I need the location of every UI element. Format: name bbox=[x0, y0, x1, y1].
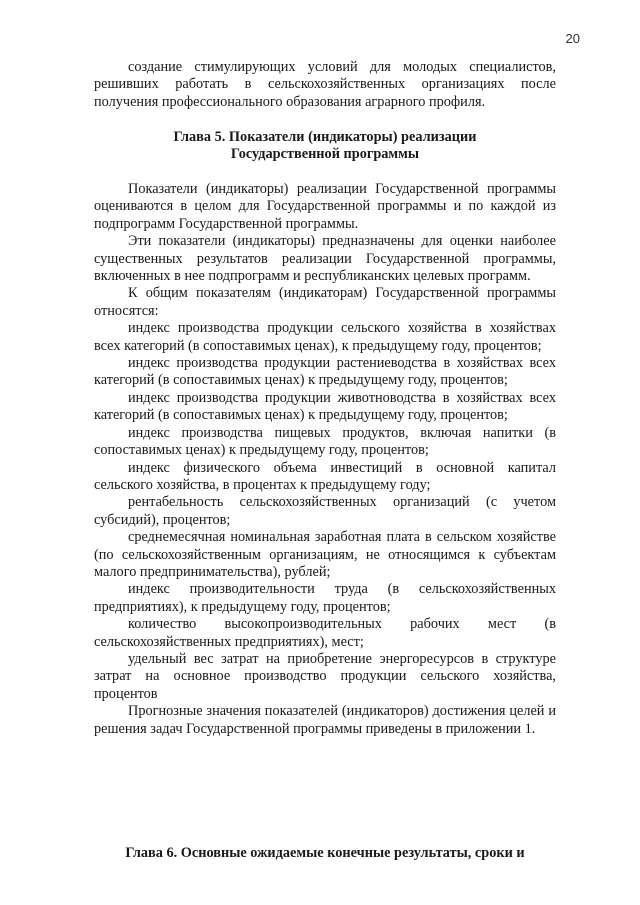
list-item: индекс производства продукции растениеводства в хозяйствах всех категорий (в сопоставимых ценах) к предыдущему году, процентов; bbox=[94, 355, 556, 389]
chapter6-heading bbox=[94, 845, 556, 862]
paragraph: Показатели (индикаторы) реализации Государственной программы оцениваются в целом для Государственной программы и по каждой из подпрограмм Государственной программы. bbox=[94, 181, 556, 232]
chapter5-title-line2: Государственной программы bbox=[230, 146, 420, 163]
paragraph: Эти показатели (индикаторы) предназначены для оценки наиболее существенных результатов реализации Государственной программы, включенных в нее подпрограмм и республиканских целевых программ. bbox=[94, 233, 556, 285]
list-item: рентабельность сельскохозяйственных организаций (с учетом субсидий), процентов; bbox=[94, 494, 556, 528]
chapter5-body bbox=[94, 181, 556, 738]
list-item: индекс производительности труда (в сельскохозяйственных предприятиях), к предыдущему году, процентов; bbox=[94, 581, 556, 615]
paragraph: К общим показателям (индикаторам) Государственной программы относятся: bbox=[94, 285, 556, 319]
chapter5-title-line1: Глава 5. Показатели (индикаторы) реализации bbox=[173, 129, 477, 145]
page-number: 20 bbox=[565, 31, 580, 46]
list-item: среднемесячная номинальная заработная плата в сельском хозяйстве (по сельскохозяйственным организациям, не относящимся к субъектам малого предпринимательства), рублей; bbox=[94, 529, 556, 580]
list-item: индекс производства пищевых продуктов, включая напитки (в сопоставимых ценах) к предыдущему году, процентов; bbox=[94, 424, 556, 459]
list-item: индекс производства продукции сельского хозяйства в хозяйствах всех категорий (в сопоставимых ценах), к предыдущему году, процентов; bbox=[94, 320, 556, 354]
paragraph: Прогнозные значения показателей (индикаторов) достижения целей и решения задач Государственной программы приведены в приложении 1. bbox=[94, 703, 556, 737]
intro-paragraph: создание стимулирующих условий для молодых специалистов, решивших работать в сельскохозяйственных организациях после получения профессионального образования аграрного профиля. bbox=[94, 59, 556, 110]
list-item: количество высокопроизводительных рабочих мест (в сельскохозяйственных предприятиях), мест; bbox=[94, 616, 556, 650]
list-item: индекс физического объема инвестиций в основной капитал сельского хозяйства, в процентах к предыдущему году; bbox=[94, 459, 556, 493]
chapter5-heading bbox=[94, 129, 556, 164]
list-item: индекс производства продукции животноводства в хозяйствах всех категорий (в сопоставимых ценах) к предыдущему году, процентов; bbox=[94, 389, 556, 424]
list-item: удельный вес затрат на приобретение энергоресурсов в структуре затрат на основное производство продукции сельского хозяйства, процентов bbox=[94, 650, 556, 702]
intro-paragraph-block bbox=[94, 59, 556, 111]
chapter6-title-line1: Глава 6. Основные ожидаемые конечные результаты, сроки и bbox=[125, 845, 525, 861]
